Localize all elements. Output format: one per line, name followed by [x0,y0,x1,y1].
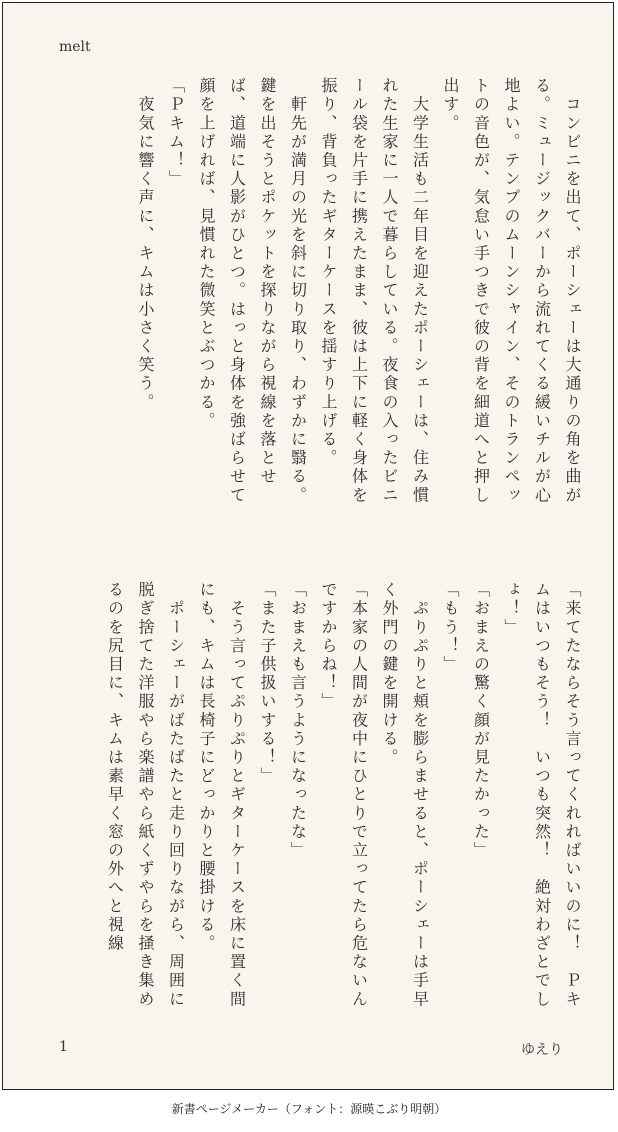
author-name: ゆえり [521,1042,563,1058]
footer-caption: 新書ページメーカー（フォント：源暎こぶり明朝） [171,1102,447,1116]
paragraph: そう言ってぷりぷりとギターケースを床に置く間にも、キムは長椅子にどっかりと腰掛ける。 [197,581,247,1009]
paragraph: ぷりぷりと頬を膨らませると、ポーシェーは手早く外門の鍵を開ける。 [380,581,430,1009]
paragraph: 「来てたならそう言ってくれればいいのに！ Ｐキムはいつもそう！ いつも突然！ 絶対わざとでしょ！」 [502,581,582,1009]
paragraph: 「おまえも言うようになったな」 [288,581,308,860]
book-page [2,2,614,1090]
paragraph: ポーシェーがばたばたと走り回りながら、周囲に脱ぎ捨てた洋服やら楽譜やら紙くずやらを掻き集めるのを尻目に、キムは素早く窓の外へと視線 [105,581,186,1009]
paragraph: 「もう！」 [441,581,460,674]
paragraph: コンビニを出て、ポーシェーは大通りの角を曲がる。ミュージックバーから流れてくる緩いチルが心地よい。テンプのムーンシャイン、そのトランペットの音色が、気怠い手つきで彼の背を細道へと押し出す。 [441,77,582,505]
page-title: melt [59,39,91,55]
paragraph: 夜気に響く声に、キムは小さく笑う。 [136,77,155,412]
bottom-text-block [47,581,587,1013]
page-number: 1 [59,1039,68,1055]
paragraph: 「本家の人間が夜中にひとりで立ってたら危ないんですからね！」 [319,581,369,1009]
paragraph: 「おまえの驚く顔が見たかった」 [471,581,491,860]
paragraph: 「また子供扱いする！」 [258,581,277,786]
paragraph: 大学生活も二年目を迎えたポーシェーは、住み慣れた生家に一人で暮らしている。夜食の入ったビニール袋を片手に携えたまま、彼は上下に軽く身体を振り、背負ったギターケースを揺すり上げる。 [319,77,430,505]
paragraph: 軒先が満月の光を斜に切り取り、わずかに翳る。鍵を出そうとポケットを探りながら視線を落とせば、道端に人影がひとつ。はっと身体を強ばらせて顔を上げれば、見慣れた微笑とぶつかる。 [197,77,308,505]
paragraph: 「Ｐキム！」 [166,77,186,189]
top-text-block [47,77,587,517]
